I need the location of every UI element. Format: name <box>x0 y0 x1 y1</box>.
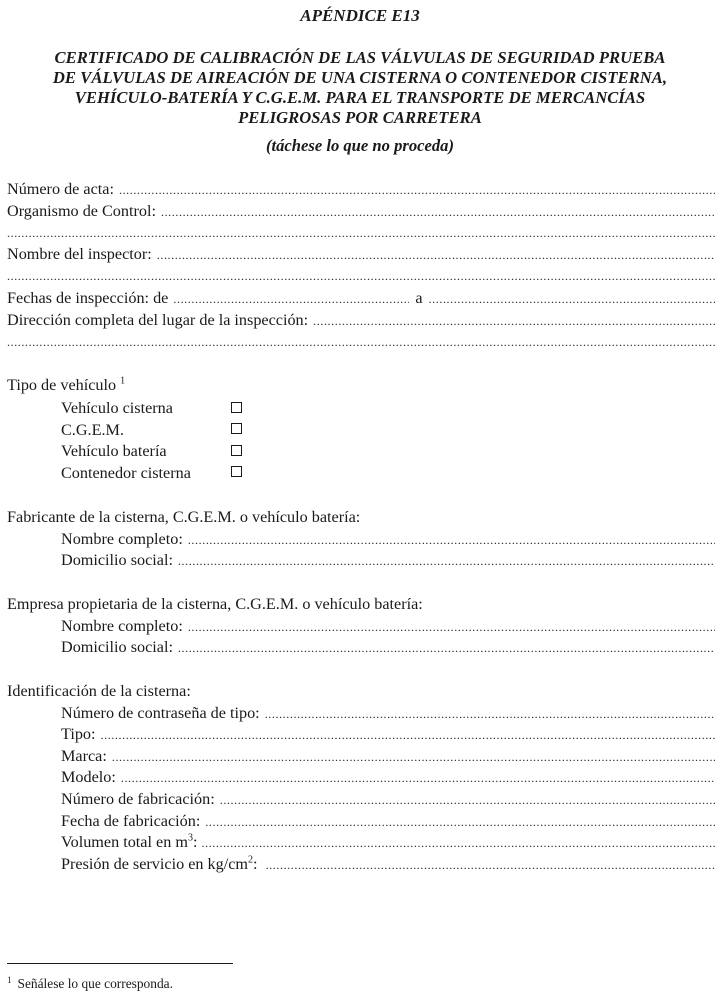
type-approval-blank[interactable] <box>265 704 715 725</box>
manufacturer-name-label: Nombre completo: <box>61 530 183 548</box>
brand-blank[interactable] <box>112 747 715 768</box>
tank-type-field <box>61 724 715 745</box>
label-colon: : <box>192 833 198 851</box>
model-blank[interactable] <box>121 768 715 789</box>
control-body-blank[interactable] <box>161 202 715 223</box>
appendix-heading: APÉNDICE E13 <box>300 6 420 25</box>
owner-name-field <box>61 616 715 637</box>
option-label: C.G.E.M. <box>61 421 124 439</box>
serial-number-label: Número de fabricación: <box>61 790 215 808</box>
act-number-label: Número de acta: <box>7 180 114 198</box>
inspection-dates-label: Fechas de inspección: de <box>7 289 169 307</box>
label-colon: : <box>253 855 258 873</box>
inspector-continuation <box>7 266 715 287</box>
type-approval-label: Número de contraseña de tipo: <box>61 704 260 722</box>
footnote-divider <box>7 963 233 964</box>
control-body-blank-2[interactable] <box>7 223 715 244</box>
document-subtitle: (táchese lo que no proceda) <box>265 136 455 155</box>
title-line: DE VÁLVULAS DE AIREACIÓN DE UNA CISTERNA O CONTENEDOR CISTERNA, <box>52 68 668 87</box>
checkbox-tank-vehicle[interactable] <box>231 402 242 413</box>
owner-heading: Empresa propietaria de la cisterna, C.G.E.M. o vehículo batería: <box>7 595 423 613</box>
total-volume-field <box>61 832 715 853</box>
footnote <box>7 975 173 992</box>
tank-type-blank[interactable] <box>101 725 715 746</box>
inspector-blank-2[interactable] <box>7 266 715 287</box>
total-volume-label <box>61 832 201 853</box>
title-line: VEHÍCULO-BATERÍA Y C.G.E.M. PARA EL TRANSPORTE DE MERCANCÍAS <box>74 88 646 107</box>
model-field <box>61 767 715 788</box>
owner-address-label: Domicilio social: <box>61 638 173 656</box>
control-body-field <box>7 201 715 222</box>
brand-field <box>61 746 715 767</box>
footnote-marker: 1 <box>7 974 12 985</box>
inspection-address-field <box>7 310 715 331</box>
brand-label: Marca: <box>61 747 107 765</box>
option-label: Vehículo cisterna <box>61 399 173 417</box>
manufacture-date-label: Fecha de fabricación: <box>61 812 201 830</box>
total-volume-text: Volumen total en m <box>61 833 188 851</box>
checkbox-cgem[interactable] <box>231 423 242 434</box>
total-volume-blank[interactable] <box>201 833 715 854</box>
inspection-dates-field <box>7 288 715 309</box>
manufacture-date-blank[interactable] <box>205 812 715 833</box>
serial-number-field <box>61 789 715 810</box>
manufacturer-address-label: Domicilio social: <box>61 551 173 569</box>
manufacturer-address-field <box>61 550 715 571</box>
manufacturer-name-field <box>61 529 715 550</box>
inspection-address-blank-2[interactable] <box>7 332 715 353</box>
inspection-address-label: Dirección completa del lugar de la inspección: <box>7 311 309 329</box>
model-label: Modelo: <box>61 768 116 786</box>
inspector-field <box>7 244 715 265</box>
service-pressure-text: Presión de servicio en kg/cm <box>61 855 249 873</box>
owner-address-field <box>61 637 715 658</box>
checkbox-battery-vehicle[interactable] <box>231 445 242 456</box>
manufacturer-address-blank[interactable] <box>178 551 715 572</box>
document-title <box>0 48 720 128</box>
service-pressure-field <box>61 854 715 875</box>
date-to-blank[interactable] <box>429 289 715 310</box>
option-label: Vehículo batería <box>61 442 167 460</box>
owner-name-blank[interactable] <box>188 617 715 638</box>
option-label: Contenedor cisterna <box>61 464 191 482</box>
date-to-label: a <box>415 289 423 307</box>
inspection-address-continuation <box>7 332 715 353</box>
inspector-label: Nombre del inspector: <box>7 245 152 263</box>
act-number-field <box>7 179 715 200</box>
date-from-blank[interactable] <box>173 289 409 310</box>
footnote-text: Señálese lo que corresponda. <box>17 976 173 991</box>
manufacturer-name-blank[interactable] <box>188 530 715 551</box>
manufacture-date-field <box>61 811 715 832</box>
title-line: CERTIFICADO DE CALIBRACIÓN DE LAS VÁLVULAS DE SEGURIDAD PRUEBA <box>54 48 666 67</box>
cubic-exponent: 3 <box>187 832 193 844</box>
vehicle-type-label: Tipo de vehículo <box>7 376 117 394</box>
vehicle-type-heading <box>7 375 125 396</box>
tank-id-heading: Identificación de la cisterna: <box>7 682 191 700</box>
manufacturer-heading: Fabricante de la cisterna, C.G.E.M. o vehículo batería: <box>7 508 361 526</box>
title-line: PELIGROSAS POR CARRETERA <box>238 108 482 127</box>
act-number-blank[interactable] <box>119 180 715 201</box>
serial-number-blank[interactable] <box>220 790 715 811</box>
service-pressure-label <box>61 854 266 875</box>
type-approval-field <box>61 703 715 724</box>
service-pressure-blank[interactable] <box>266 855 715 876</box>
square-exponent: 2 <box>248 854 254 866</box>
footnote-ref: 1 <box>120 375 126 387</box>
control-body-label: Organismo de Control: <box>7 202 156 220</box>
inspector-blank[interactable] <box>157 245 715 266</box>
control-body-continuation <box>7 223 715 244</box>
owner-address-blank[interactable] <box>178 638 715 659</box>
tank-type-label: Tipo: <box>61 725 96 743</box>
checkbox-tank-container[interactable] <box>231 466 242 477</box>
owner-name-label: Nombre completo: <box>61 617 183 635</box>
inspection-address-blank[interactable] <box>313 311 715 332</box>
